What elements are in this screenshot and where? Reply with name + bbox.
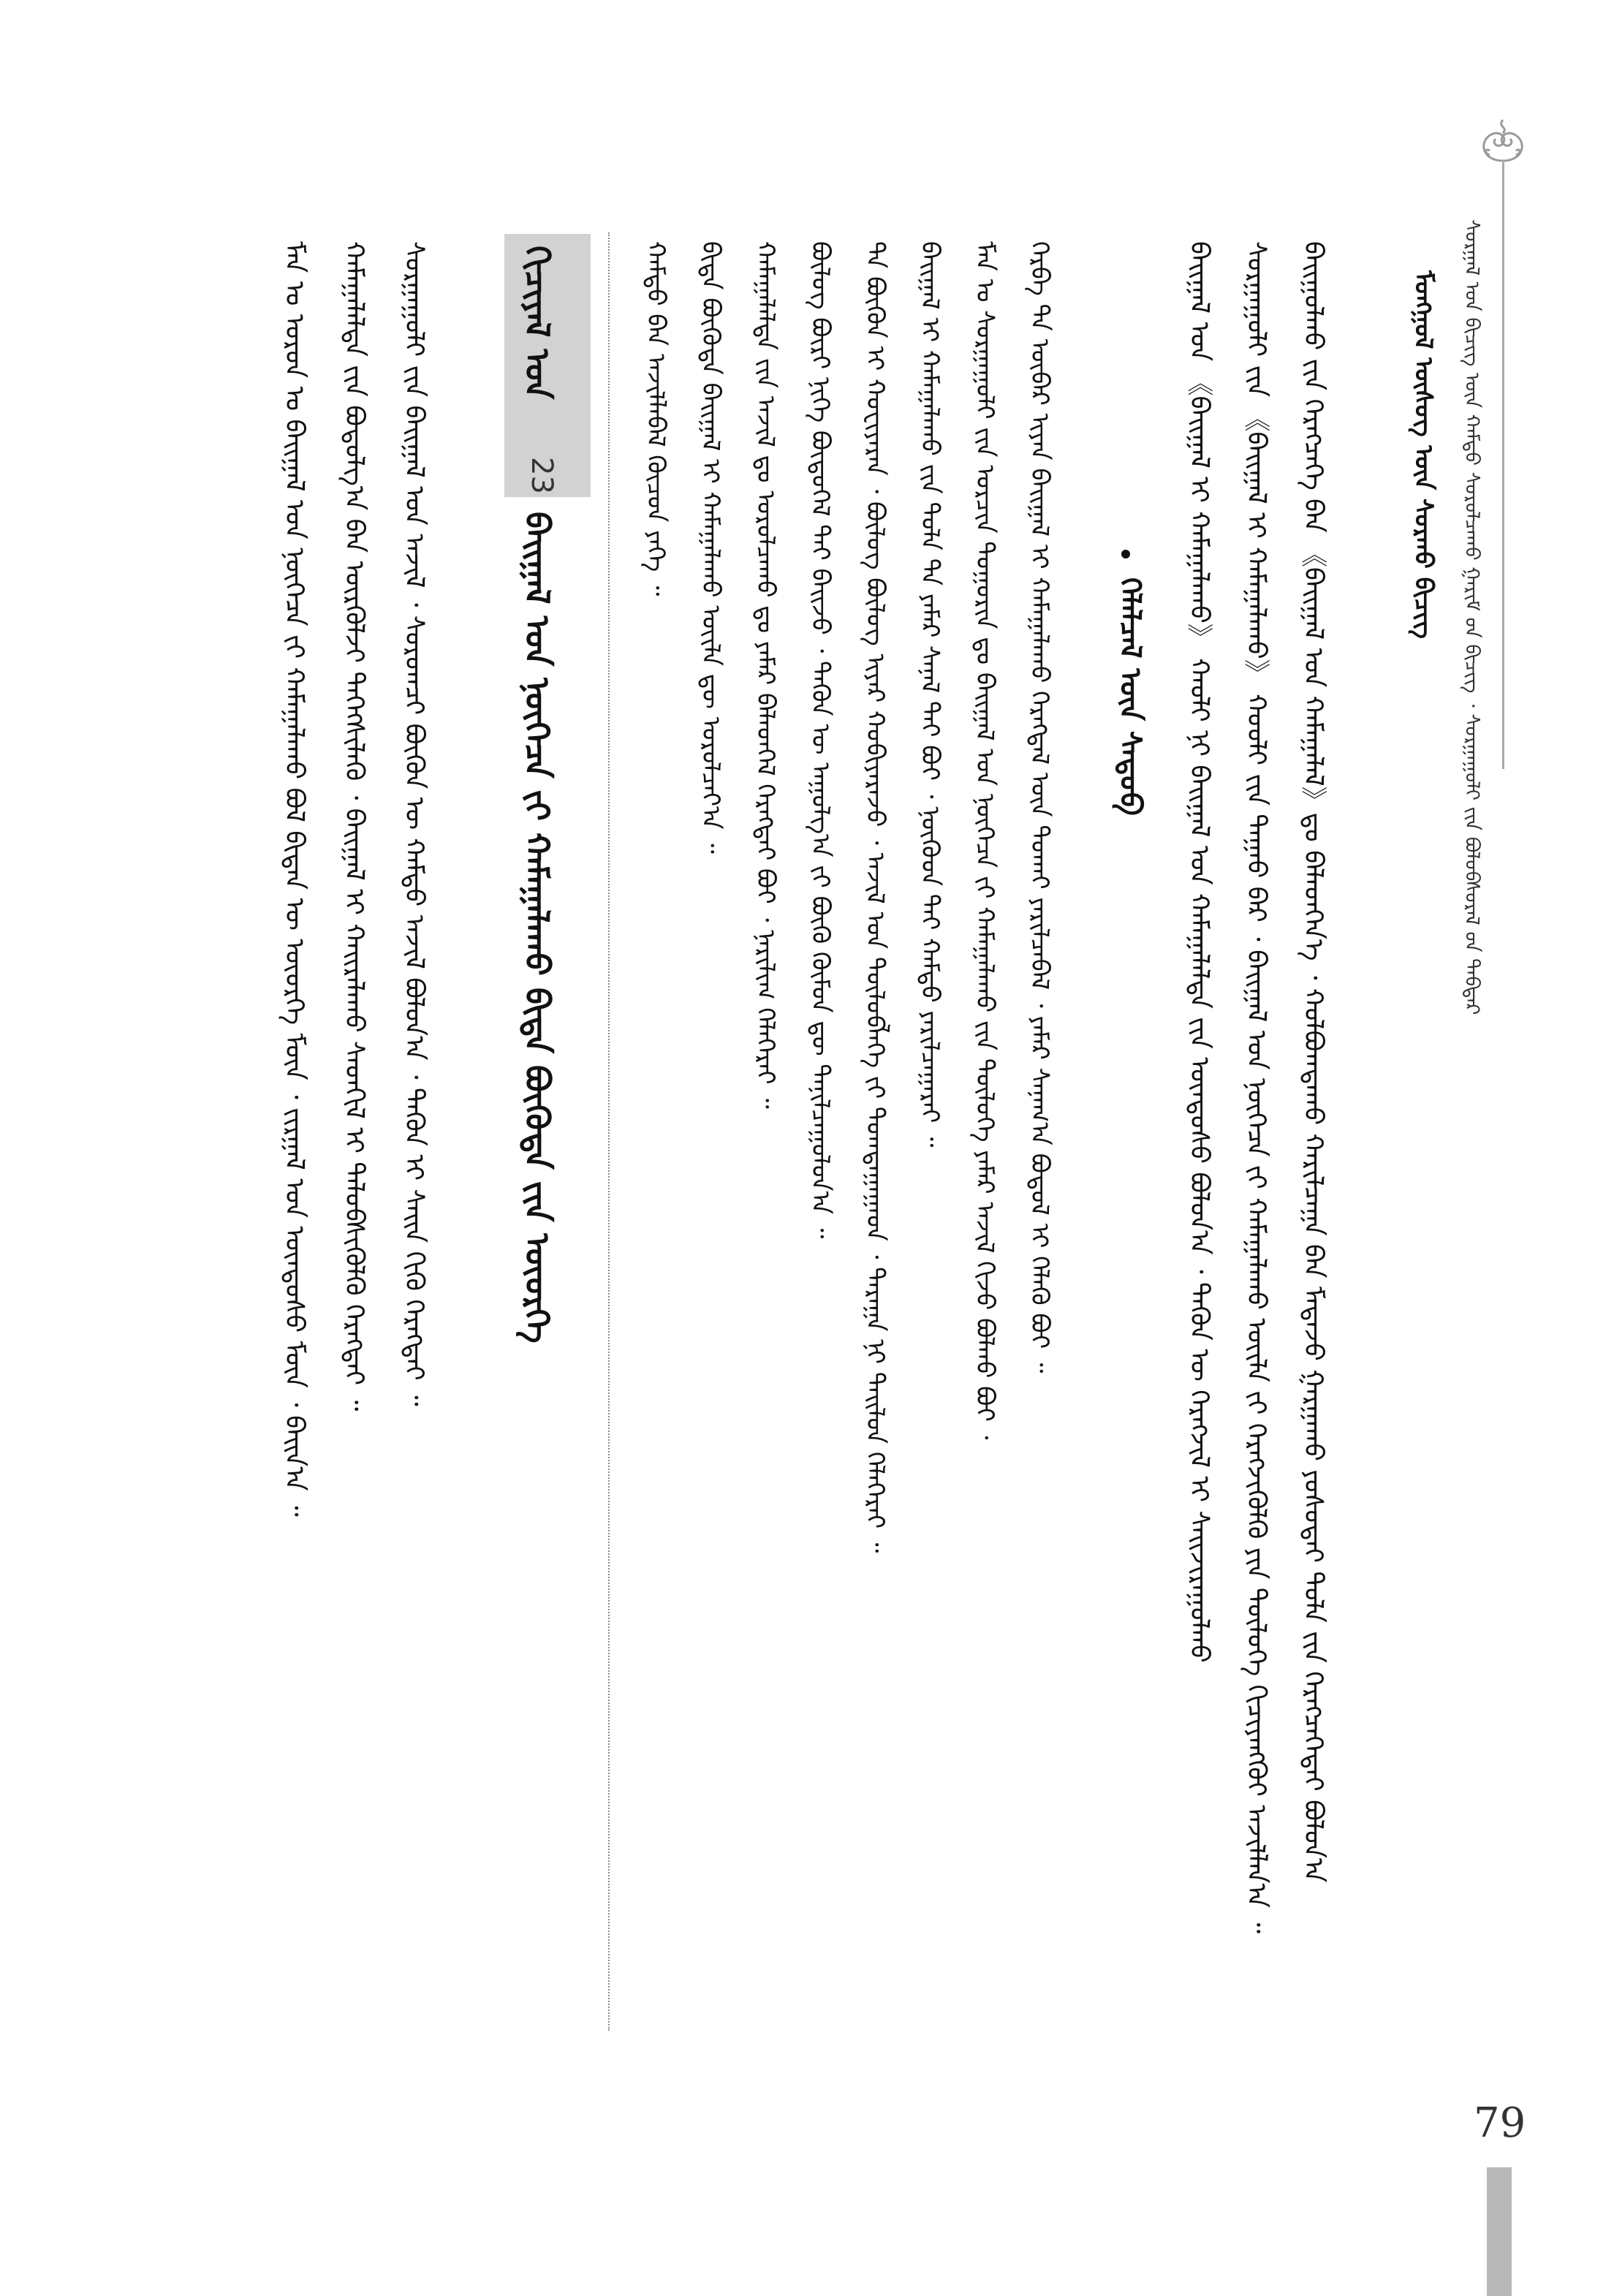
exercise-line: ᠲᠠ ᠪᠦᠬᠦᠨ ᠢ ᠬᠤᠸᠢᠶᠠᠷᠠᠨ ᠂ ᠪᠦᠯᠦᠭ ᠪᠦᠯᠦᠭ ᠢᠶᠡᠷ ᠬᠤᠪᠢᠶᠠᠷᠠᠵᠤ ᠂ ᠠᠵᠢᠯ ᠤᠨ ᠲᠥᠯᠦᠪᠯᠡᠭᠡ ᠶ᠋ᠢ ᠲᠣᠭᠲᠠᠭᠠᠭᠠᠳ ᠂ ᠳᠠᠷᠠᠭᠠ ᠨᠢ ᠲᠠᠢᠯᠤᠨ ᠬᠡᠯᠡᠭᠡᠷᠡᠢ ᠃ [860,241,890,1553]
page-number: 79 [1474,2099,1526,2147]
exercise-line: ᠮᠠᠨ ᠤ ᠰᠤᠷᠭᠠᠭᠤᠯᠢ ᠶ᠋ᠢᠨ ᠣᠷᠴᠢᠨ ᠲᠣᠭᠣᠷᠢᠨ ᠳᠤ ᠪᠠᠢᠭᠠᠯ ᠤᠨ ᠨᠥᠭᠡᠴᠡ ᠶ᠋ᠢ ᠬᠠᠮᠠᠭᠠᠯᠠᠬᠤ ᠶ᠋ᠢᠨ ᠲᠥᠯᠦᠭᠡ ᠶᠠᠮᠠᠷ ᠠᠵᠢᠯ ᠬᠢᠵᠦ ᠪᠣᠯᠬᠤ ᠪᠤᠢ ᠂ [970,241,999,1440]
exercise-line: ᠪᠦᠯᠦᠭ ᠪᠦᠷᠢ ᠨᠢᠭᠡ ᠪᠦᠲᠦᠭᠡᠯ ᠲᠡᠢ ᠪᠠᠢᠵᠤ ᠂ ᠲᠡᠭᠦᠨ ᠦ ᠠᠭᠤᠯᠭ᠎ᠠ ᠶ᠋ᠢ ᠪᠦᠬᠦ ᠬᠦᠮᠦᠨ ᠳᠦ ᠲᠠᠨᠢᠯᠴᠠᠭᠤᠯᠤᠨ᠎ᠠ ᠃ [806,241,835,1239]
section-divider [608,232,610,2031]
running-header-subtitle: ᠮᠣᠩᠭᠣᠯ ᠦᠰᠦᠭ ᠦᠨ ᠰᠤᠷᠬᠤ ᠪᠢᠴᠢᠭ [1409,270,1438,639]
section-heading: ᠬᠡᠯᠡᠯᠴᠡᠯ ᠦᠨ ᠰᠡᠳᠦᠪ [1113,577,1147,816]
header-ornament-icon [1475,117,1531,164]
page-edge-tab [1487,2167,1512,2296]
exercise-line: ᠬᠠᠮᠲᠤ ᠪᠡᠨ ᠠᠵᠢᠯᠯᠠᠪᠠᠯ ᠬᠦᠴᠦᠨ ᠶᠡᠬᠡ ᠃ [641,241,670,596]
lesson-tab-label: ᠬᠢᠴᠢᠶᠡᠯ ᠤᠨ [518,246,557,400]
bullet-dot-icon [1121,550,1130,558]
intro-line: ᠪᠠᠢᠭᠤᠯᠬᠤ ᠶ᠋ᠢᠨ ᠬᠡᠷᠡᠭᠴᠡᠭᠡ ᠪᠠᠨ 《ᠪᠠᠢᠭᠠᠯ ᠤᠨ ᠬᠠᠮᠠᠭᠠᠯᠠᠯ》ᠳᠤ ᠪᠡᠯᠡᠳᠬᠡᠨ᠎ᠡ ᠂ ᠬᠣᠯᠪᠣᠭᠳᠠᠬᠤ ᠬᠠᠷᠢᠯᠴᠠᠭᠠ ᠪᠠᠨ ᠮᠡᠳᠡᠵᠦ ᠭᠠᠷᠭᠠᠬᠤ ᠶᠣᠰᠣᠲᠠᠢ ᠲᠣᠯᠠ ᠶ᠋ᠢᠨ ᠬᠡᠷᠡᠭᠴᠡᠭᠡᠲᠡᠢ ᠪᠣᠯᠤᠨ᠎ᠠ [1298,241,1328,1883]
lesson-title: ᠪᠠᠢᠭᠠᠯ ᠤᠨ ᠨᠥᠭᠡᠴᠡ ᠶ᠋ᠢ ᠬᠠᠮᠠᠭᠠᠯᠠᠬᠤ ᠪᠢᠳᠡ ᠪᠦᠬᠦᠳᠡ ᠶ᠋ᠢᠨ ᠦᠦᠷᠭᠡ [518,512,557,1344]
exercise-line: ᠬᠡᠷᠪᠡ ᠲᠠ ᠦᠪᠡᠷ ᠢᠶᠡᠨ ᠪᠠᠢᠭᠠᠯ ᠢ ᠬᠠᠮᠠᠭᠠᠯᠠᠬᠤ ᠬᠡᠷᠡᠭᠳᠡᠯ ᠦᠨ ᠲᠤᠬᠠᠢ ᠶᠠᠷᠢᠯᠴᠠᠪᠠᠯ ᠂ ᠶᠠᠮᠠᠷ ᠰᠠᠨᠠᠭ᠎ᠠ ᠪᠣᠳᠤᠯ ᠢ ᠬᠡᠯᠡᠬᠦ ᠪᠤᠢ ᠃ [1025,241,1054,1374]
lower-paragraph-line: ᠬᠠᠮᠠᠭᠠᠯᠠᠯᠲᠠ ᠶ᠋ᠢᠨ ᠪᠣᠳᠤᠯᠭ᠎ᠠ ᠪᠠᠨ ᠦᠷᠭᠦᠯᠵᠢ ᠳᠡᠭᠡᠭᠰᠢᠯᠡᠬᠦ ᠂ ᠪᠠᠢᠭᠠᠯ ᠢ ᠬᠠᠢᠷᠠᠯᠠᠬᠤ ᠰᠡᠳᠬᠢᠯ ᠢ ᠲᠡᠯᠦᠪᠰᠢᠭᠦᠯᠬᠦ ᠬᠡᠷᠡᠭᠲᠡᠢ ᠃ [339,241,369,1412]
running-header-text: ᠰᠤᠷᠭᠠᠯ ᠤᠨ ᠪᠢᠴᠢᠭ ᠦᠨ ᠬᠠᠮᠲᠤ ᠰᠤᠷᠤᠯᠴᠠᠬᠤ ᠭᠠᠷᠢᠮ ᠤ᠋ᠨ ᠪᠢᠴᠢᠭ ᠂ ᠰᠤᠷᠭᠠᠭᠤᠯᠢ ᠶ᠋ᠢᠨ ᠪᠤᠯᠤᠪᠰᠤᠷᠠᠯ ᠤ᠋ᠨ ᠳᠡᠪᠲᠡᠷ [1460,219,1483,1015]
exercise-line: ᠪᠠᠢᠭᠠᠯ ᠢ ᠬᠠᠮᠠᠭᠠᠯᠠᠬᠤ ᠶ᠋ᠢᠨ ᠲᠤᠯᠠ ᠲᠠ ᠶᠠᠮᠠᠷ ᠰᠠᠨᠠᠯ ᠲᠠᠢ ᠪᠤᠢ ᠂ ᠨᠥᠭᠥᠳ ᠲᠡᠢ ᠬᠠᠮᠲᠤ ᠶᠠᠷᠢᠯᠴᠠᠭᠠᠷᠠᠢ ᠃ [915,241,944,1148]
header-rule [1502,162,1504,769]
exercise-line: ᠬᠠᠮᠠᠭᠠᠯᠠᠯᠲᠠ ᠶ᠋ᠢᠨ ᠠᠵᠢᠯ ᠳᠤ ᠣᠷᠣᠯᠴᠠᠬᠤ ᠳᠤ ᠶᠠᠮᠠᠷ ᠪᠡᠯᠡᠳᠬᠡᠯ ᠬᠡᠷᠡᠭᠲᠡᠢ ᠪᠤᠢ ᠂ ᠨᠠᠷᠢᠯᠢᠭ ᠬᠡᠯᠡᠭᠡᠷᠡᠢ ᠃ [751,241,780,1109]
lower-paragraph-line: ᠮᠠᠨ ᠤ ᠣᠷᠣᠨ ᠤ ᠪᠠᠢᠭᠠᠯ ᠤᠨ ᠨᠥᠭᠡᠴᠡ ᠶ᠋ᠢ ᠬᠠᠮᠠᠭᠠᠯᠠᠬᠤ ᠪᠣᠯ ᠪᠢᠳᠡᠨ ᠦ ᠦᠦᠷᠭᠡ ᠮᠥᠨ ᠂ ᠵᠢᠷᠭᠠᠯ ᠤᠨ ᠦᠨᠳᠦᠰᠦ ᠮᠥᠨ ᠂ ᠪᠠᠢᠨ᠎ᠠ ᠃ [279,241,309,1517]
lesson-number: 23 [525,457,558,494]
intro-line: ᠪᠠᠢᠭᠠᠯ ᠤᠨ 《ᠪᠠᠢᠭᠠᠯ ᠢ ᠬᠠᠮᠠᠭᠠᠯᠠᠬᠤ》 ᠬᠠᠤᠯᠢ ᠨᠢ ᠪᠠᠢᠭᠠᠯ ᠤᠨ ᠬᠠᠮᠠᠭᠠᠯᠠᠯᠲᠠ ᠶ᠋ᠢᠨ ᠦᠨᠳᠦᠰᠦ ᠪᠣᠯᠤᠨ᠎ᠠ ᠂ ᠲᠡᠭᠦᠨ ᠦ ᠬᠡᠷᠡᠭᠵᠢᠯ ᠢ ᠰᠠᠢᠵᠢᠷᠠᠭᠤᠯᠬᠤ [1184,241,1214,1663]
intro-line: ᠰᠤᠷᠭᠠᠭᠤᠯᠢ ᠶ᠋ᠢᠨ 《ᠪᠠᠢᠭᠠᠯ ᠢ ᠬᠠᠮᠠᠭᠠᠯᠠᠬᠤ》 ᠬᠣᠤᠯᠢ ᠶ᠋ᠢᠨ ᠳᠠᠭᠠᠤ ᠪᠠᠷ ᠂ ᠪᠠᠢᠭᠠᠯ ᠤᠨ ᠨᠥᠭᠡᠴᠡ ᠶ᠋ᠢ ᠬᠠᠮᠠᠭᠠᠯᠠᠬᠤ ᠦᠢᠯᠡ ᠶ᠋ᠢ ᠬᠡᠷᠡᠭᠵᠢᠭᠦᠯᠬᠦ ᠶᠢᠨ ᠲᠥᠯᠦᠭᠡ ᠬᠢᠴᠢᠶᠡᠩᠭᠦᠢ ᠠᠵᠢᠯᠯᠠᠨ᠎ᠠ ᠃ [1241,241,1271,1934]
exercise-line: ᠪᠢᠳᠡ ᠪᠦᠬᠦᠳᠡ ᠪᠠᠢᠭᠠᠯ ᠢ ᠬᠠᠮᠠᠭᠠᠯᠠᠬᠤ ᠦᠢᠯᠡ ᠳᠦ ᠣᠷᠣᠯᠴᠠᠶ᠎ᠠ ᠃ [696,241,725,854]
lower-paragraph-line: ᠰᠤᠷᠭᠠᠭᠤᠯᠢ ᠶ᠋ᠢᠨ ᠪᠠᠢᠭᠠᠯ ᠤᠨ ᠠᠵᠢᠯ ᠂ ᠰᠤᠷᠤᠭᠴᠢ ᠪᠦᠬᠦᠨ ᠦ ᠬᠠᠮᠲᠤ ᠠᠵᠢᠯ ᠪᠣᠯᠤᠨ᠎ᠠ ᠂ ᠲᠡᠭᠦᠨ ᠢ ᠰᠠᠢᠨ ᠬᠢᠬᠦ ᠬᠡᠷᠡᠭᠲᠡᠢ ᠃ [399,241,429,1406]
